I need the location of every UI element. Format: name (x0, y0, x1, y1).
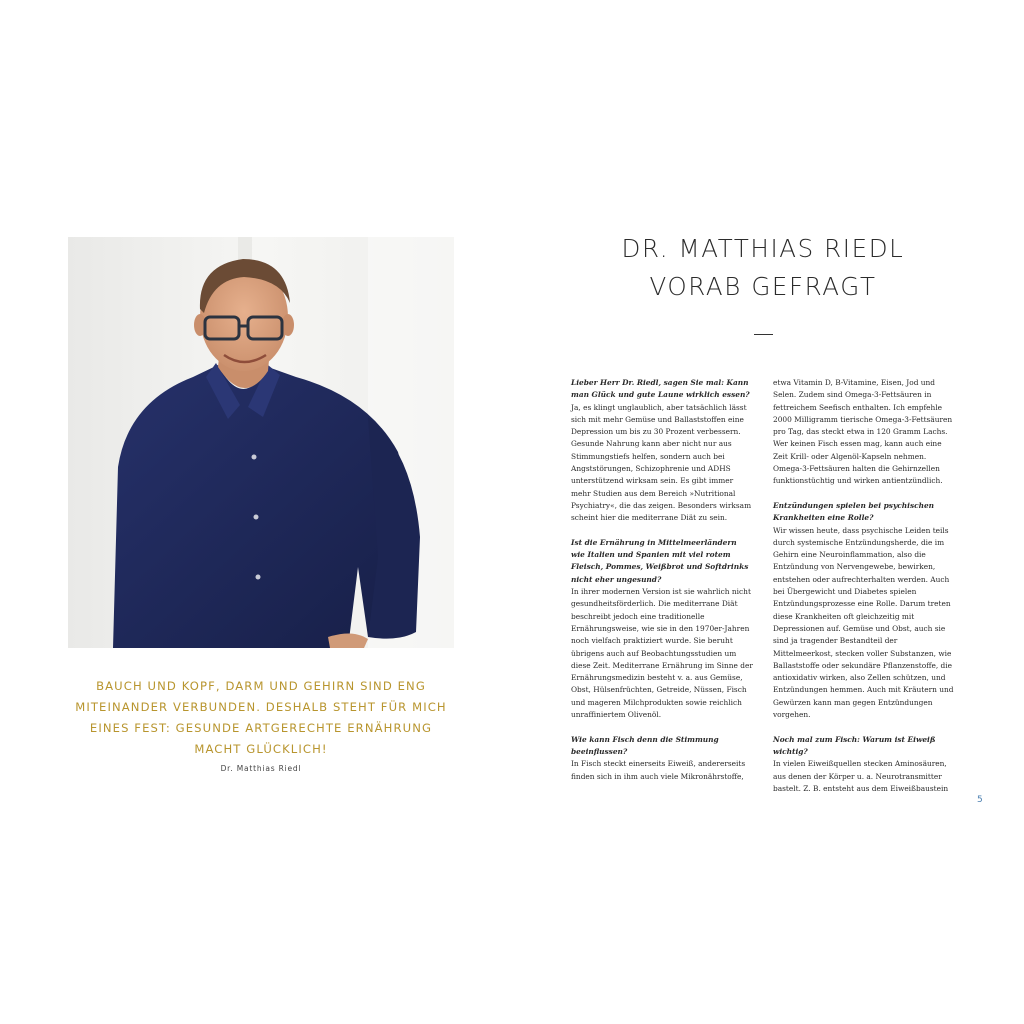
interview-answer: Ja, es klingt unglaublich, aber tatsächlich lässt sich mit mehr Gemüse und Ballaststoffen eine Depression um bis zu 30 Prozent verbessern. Gesunde Nahrung kann aber nicht nur aus Stimmungstiefs helfen, sondern auch bei Angststörungen, Schizophrenie und ADHS unterstützend wirksam sein. Es gibt immer mehr Studien aus dem Bereich »Nutritional Psychiatry«, die das zeigen. Besonders wirksam scheint hier die mediterrane Diät zu sein. (571, 402, 752, 523)
title-divider (754, 334, 773, 335)
interview-answer: In Fisch steckt einerseits Eiweiß, andererseits finden sich in ihm auch viele Mikronährstoffe, (571, 759, 746, 781)
interview-question: Noch mal zum Fisch: Warum ist Eiweiß wichtig? (773, 734, 936, 756)
pull-quote-line: BAUCH UND KOPF, DARM UND GEHIRN SIND ENG (96, 679, 426, 693)
pull-quote (68, 676, 454, 760)
portrait-photo (68, 237, 454, 648)
interview-item (773, 377, 955, 488)
quote-author: Dr. Matthias Riedl (220, 764, 302, 773)
pull-quote-line: EINES FEST: GESUNDE ARTGERECHTE ERNÄHRUNG (89, 721, 433, 735)
pull-quote-line: MITEINANDER VERBUNDEN. DESHALB STEHT FÜR MICH (75, 700, 447, 714)
interview-answer: In vielen Eiweißquellen stecken Aminosäuren, aus denen der Körper u. a. Neurotransmitter bastelt. Z. B. entsteht aus dem Eiweißbaustein (773, 759, 949, 793)
interview-item (773, 500, 955, 721)
interview-question: Entzündungen spielen bei psychischen Krankheiten eine Rolle? (773, 500, 935, 523)
interview-question: Wie kann Fisch denn die Stimmung beeinflussen? (571, 734, 719, 756)
interview-answer: In ihrer modernen Version ist sie wahrlich nicht gesundheitsförderlich. Die mediterrane Diät beschreibt jedoch eine traditionelle Ernährungsweise, wie sie in den 1970er-Jahren noch vielfach praktiziert wurde. Sie beruht übrigens auch auf Beobachtungsstudien um diese Zeit. Mediterrane Ernährung im Sinne der Ernährungsmedizin besteht v. a. aus Gemüse, Obst, Hülsenfrüchten, Getreide, Nüssen, Fisch und mageren Milchprodukten sowie reichlich unraffiniertem Olivenöl. (571, 587, 753, 720)
interview-column-left (571, 377, 753, 795)
interview-column-right (773, 377, 955, 807)
interview-answer: Wir wissen heute, dass psychische Leiden teils durch systemische Entzündungsherde, die im Gehirn eine Neuroinflammation, also die Entzündung von Nervengewebe, bewirken, entstehen oder aufrechterhalten werden. Auch bei Übergewicht und Diabetes spielen Entzündungsprozesse eine Rolle. Darum treten diese Krankheiten oft gleichzeitig mit Depressionen auf. Gemüse und Obst, auch sie sind ja tragender Bestandteil der Mittelmeerkost, stecken voller Substanzen, wie Ballaststoffe oder sekundäre Pflanzenstoffe, die antioxidativ wirken, also Zellen schützen, und Entzündungen hemmen. Auch mit Kräutern und Gewürzen kann man gegen Entzündungen vorgehen. (773, 525, 954, 720)
interview-question: Ist die Ernährung in Mittelmeerländern wie Italien und Spanien mit viel rotem Fleisch, Pommes, Weißbrot und Softdrinks nicht eher ungesund? (571, 537, 749, 584)
pull-quote-line: MACHT GLÜCKLICH! (194, 742, 328, 756)
title-line-1: DR. MATTHIAS RIEDL (621, 234, 905, 263)
page-number: 5 (977, 795, 983, 805)
interview-item (571, 377, 753, 525)
interview-question: Lieber Herr Dr. Riedl, sagen Sie mal: Kann man Glück und gute Laune wirklich essen? (571, 378, 750, 400)
interview-item (773, 734, 955, 795)
title-line-2: VORAB GEFRAGT (649, 272, 877, 301)
interview-answer: etwa Vitamin D, B-Vitamine, Eisen, Jod und Selen. Zudem sind Omega-3-Fettsäuren in fettreichem Seefisch enthalten. Ich empfehle 2000 Milligramm tierische Omega-3-Fettsäuren pro Tag, das steckt etwa in 120 Gramm Lachs. Wer keinen Fisch essen mag, kann auch eine Zeit Krill- oder Algenöl-Kapseln nehmen. Omega-3-Fettsäuren halten die Gehirnzellen funktionstüchtig und wirken antientzündlich. (773, 378, 953, 486)
interview-item (571, 537, 753, 721)
interview-item (571, 734, 753, 783)
page-title (560, 230, 966, 306)
